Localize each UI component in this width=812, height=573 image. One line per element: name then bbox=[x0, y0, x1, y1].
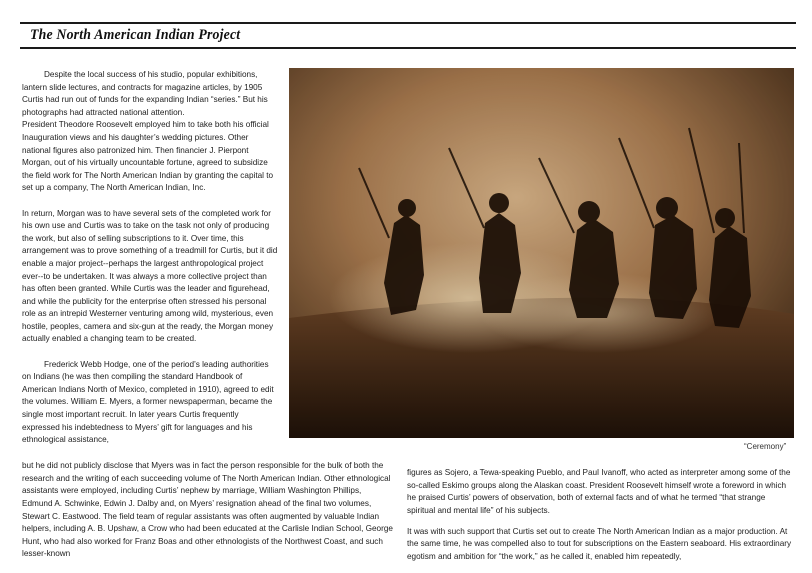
title-rule bbox=[20, 47, 796, 49]
bottom-left-text bbox=[22, 452, 394, 569]
ceremony-photo-image bbox=[289, 68, 794, 438]
paragraph-5: but he did not publicly disclose that Myers was in fact the person responsible for the bulk of both the research and the writing of each succeeding volume of The North American Indian. Other ethnological assistants were employed, including Curtis’ nephew by marriage, William Washington Phillips, Edmund A. Schwinke, Edwin J. Dalby and, on Myers’ resignation ahead of the final two volumes, Stewart C. Eastwood. The field team of regular assistants was often augmented by valuable Indian helpers, including A. B. Upshaw, a Crow who had been educated at the Carlisle Indian School, George Hunt, who had also worked for Franz Boas and other ethnologists of the Northwest Coast, and such lesser-known bbox=[22, 461, 393, 559]
left-column bbox=[22, 69, 278, 447]
paragraph-2: President Theodore Roosevelt employed him to take both his official Inauguration views and his daughter’s wedding pictures. Other national figures also patronized him. Then financier J. Pierpont Morgan, out of his virtually uncountable fortune, agreed to subsidize the field work for The North American Indian by granting the capital to set up a company, The North American Indian, Inc. bbox=[22, 120, 274, 193]
bottom-right-text bbox=[407, 459, 795, 572]
paragraph-1: Despite the local success of his studio, popular exhibitions, lantern slide lectures, and contracts for magazine articles, by 1905 Curtis had run out of funds for the expanding Indian “series.” But his photographs had attracted national attention. bbox=[22, 70, 268, 117]
paragraph-6: figures as Sojero, a Tewa-speaking Pueblo, and Paul Ivanoff, who acted as interpreter among some of the so-called Eskimo groups along the Alaskan coast. President Roosevelt himself wrote a foreword in which he praised Curtis’ powers of observation, both of external facts and of what he termed “that strange spiritual and mental life” of his subjects. bbox=[407, 468, 791, 515]
photo-caption: “Ceremony” bbox=[744, 442, 787, 451]
page-title: The North American Indian Project bbox=[30, 27, 241, 43]
paragraph-4: Frederick Webb Hodge, one of the period’s leading authorities on Indians (he was then compiling the standard Handbook of American Indians North of Mexico, completed in 1910), agreed to edit the volumes. William E. Myers, a former newspaperman, became the single most important recruit. In later years Curtis frequently expressed his indebtedness to Myers’ gift for languages and his ethnological assistance, bbox=[22, 359, 274, 445]
ceremony-photograph bbox=[289, 68, 794, 438]
paragraph-7: It was with such support that Curtis set out to create The North American Indian as a major production. At the same time, he was compelled also to tout for subscriptions on the Eastern seaboard. His extraordinary egotism and ambition for “the work,” as he called it, enabled him repeatedly, bbox=[407, 526, 792, 561]
top-rule bbox=[20, 22, 796, 24]
paragraph-3: In return, Morgan was to have several sets of the completed work for his own use and Curtis was to take on the task not only of producing the work, but also of selling subscriptions to it. Over time, this arrangement was to prove something of a treadmill for Curtis, but it did enable a major project--perhaps the largest anthropological project ever--to be undertaken. It was always a more collective project than has often been granted. While Curtis was the leader and figurehead, and while the publicity for the enterprise often stressed his personal role as an intrepid Westerner venturing among wild, mysterious, even hostile, peoples, camera and six-gun at the ready, the Morgan money actually enabled a changing team to be created. bbox=[22, 208, 278, 344]
